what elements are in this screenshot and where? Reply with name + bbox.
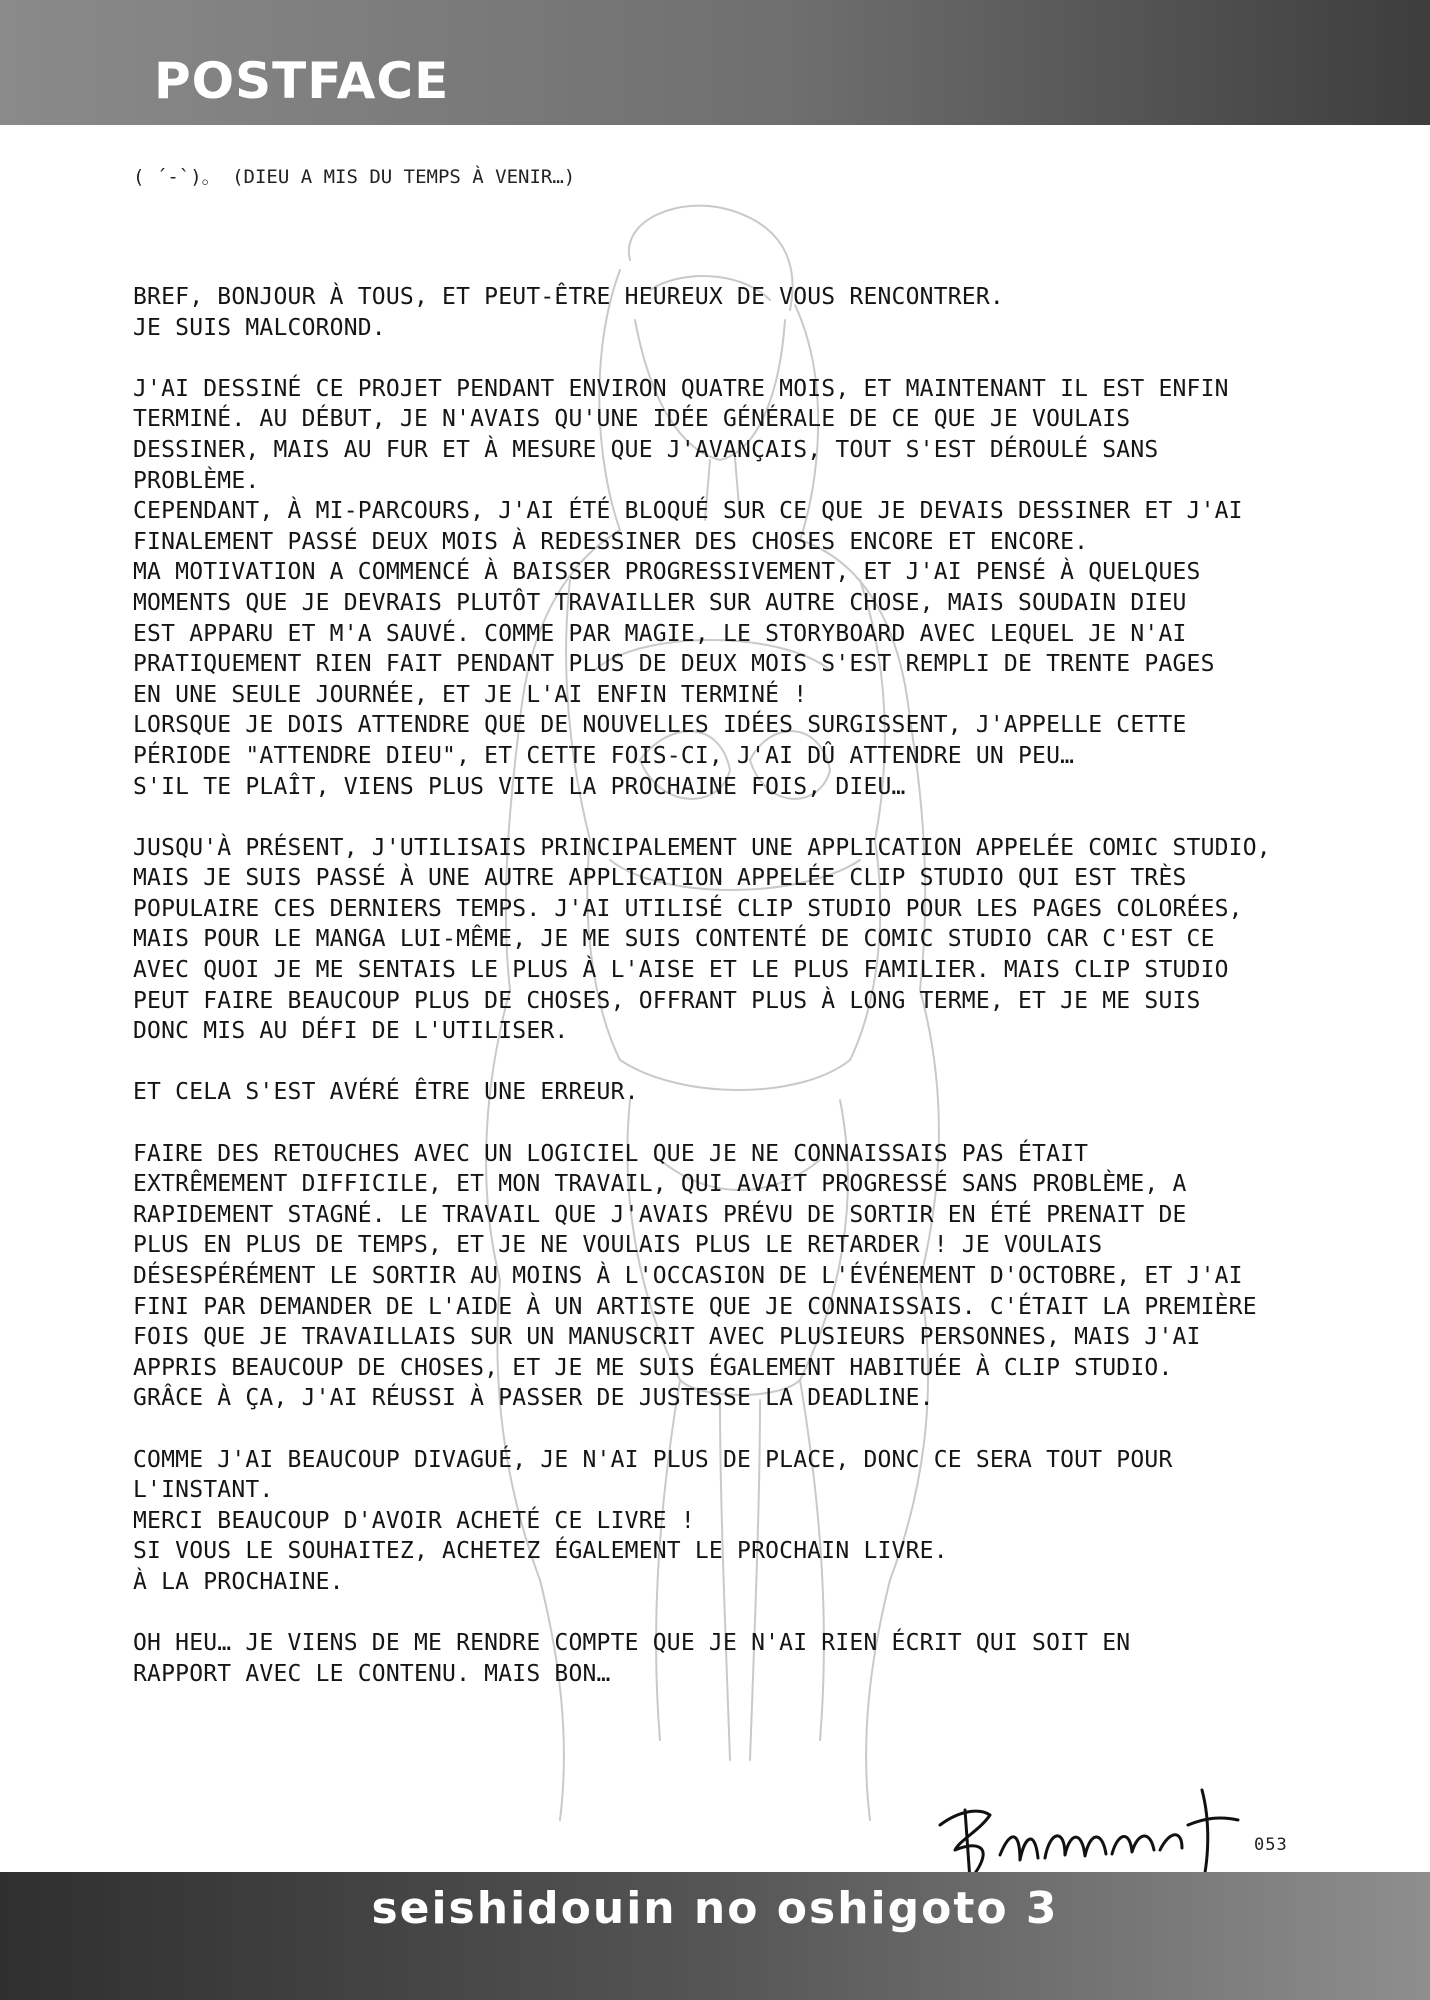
paragraph	[133, 1628, 1323, 1689]
text-line: FAIRE DES RETOUCHES AVEC UN LOGICIEL QUE JE NE CONNAISSAIS PAS ÉTAIT	[133, 1140, 1089, 1167]
text-line: MAIS JE SUIS PASSÉ À UNE AUTRE APPLICATION APPELÉE CLIP STUDIO QUI EST TRÈS	[133, 865, 1187, 892]
text-line: L'INSTANT.	[133, 1477, 274, 1504]
text-line: ET CELA S'EST AVÉRÉ ÊTRE UNE ERREUR.	[133, 1079, 639, 1106]
text-line: COMME J'AI BEAUCOUP DIVAGUÉ, JE N'AI PLUS DE PLACE, DONC CE SERA TOUT POUR	[133, 1446, 1173, 1473]
text-line: JE SUIS MALCOROND.	[133, 314, 386, 341]
text-line: FOIS QUE JE TRAVAILLAIS SUR UN MANUSCRIT AVEC PLUSIEURS PERSONNES, MAIS J'AI	[133, 1324, 1201, 1351]
paragraph	[133, 833, 1323, 1047]
text-line: DÉSESPÉRÉMENT LE SORTIR AU MOINS À L'OCCASION DE L'ÉVÉNEMENT D'OCTOBRE, ET J'AI	[133, 1263, 1243, 1289]
text-line: POPULAIRE CES DERNIERS TEMPS. J'AI UTILISÉ CLIP STUDIO POUR LES PAGES COLORÉES,	[133, 895, 1243, 922]
text-line: PROBLÈME.	[133, 467, 260, 494]
paragraph	[133, 374, 1323, 802]
text-line: EXTRÊMEMENT DIFFICILE, ET MON TRAVAIL, QUI AVAIT PROGRESSÉ SANS PROBLÈME, A	[133, 1171, 1187, 1198]
aside-note: ( ´-`)。 (DIEU A MIS DU TEMPS À VENIR…)	[133, 166, 576, 188]
text-line: DONC MIS AU DÉFI DE L'UTILISER.	[133, 1018, 569, 1045]
text-line: GRÂCE À ÇA, J'AI RÉUSSI À PASSER DE JUSTESSE LA DEADLINE.	[133, 1385, 934, 1412]
text-line: MERCI BEAUCOUP D'AVOIR ACHETÉ CE LIVRE !	[133, 1507, 695, 1534]
text-line: JUSQU'À PRÉSENT, J'UTILISAIS PRINCIPALEMENT UNE APPLICATION APPELÉE COMIC STUDIO,	[133, 834, 1271, 861]
text-line: PLUS EN PLUS DE TEMPS, ET JE NE VOULAIS PLUS LE RETARDER ! JE VOULAIS	[133, 1232, 1103, 1259]
text-line: RAPIDEMENT STAGNÉ. LE TRAVAIL QUE J'AVAIS PRÉVU DE SORTIR EN ÉTÉ PRENAIT DE	[133, 1201, 1187, 1228]
text-line: BREF, BONJOUR À TOUS, ET PEUT-ÊTRE HEUREUX DE VOUS RENCONTRER.	[133, 284, 1004, 310]
text-line: TERMINÉ. AU DÉBUT, JE N'AVAIS QU'UNE IDÉE GÉNÉRALE DE CE QUE JE VOULAIS	[133, 406, 1131, 433]
text-line: EN UNE SEULE JOURNÉE, ET JE L'AI ENFIN TERMINÉ !	[133, 681, 808, 708]
text-line: CEPENDANT, À MI-PARCOURS, J'AI ÉTÉ BLOQUÉ SUR CE QUE JE DEVAIS DESSINER ET J'AI	[133, 498, 1243, 525]
text-line: FINALEMENT PASSÉ DEUX MOIS À REDESSINER DES CHOSES ENCORE ET ENCORE.	[133, 528, 1089, 555]
text-line: SI VOUS LE SOUHAITEZ, ACHETEZ ÉGALEMENT LE PROCHAIN LIVRE.	[133, 1538, 948, 1565]
postface-body	[133, 282, 1323, 1720]
text-line: RAPPORT AVEC LE CONTENU. MAIS BON…	[133, 1660, 611, 1687]
text-line: OH HEU… JE VIENS DE ME RENDRE COMPTE QUE JE N'AI RIEN ÉCRIT QUI SOIT EN	[133, 1630, 1131, 1657]
text-line: PÉRIODE "ATTENDRE DIEU", ET CETTE FOIS-CI, J'AI DÛ ATTENDRE UN PEU…	[133, 742, 1075, 769]
text-line: FINI PAR DEMANDER DE L'AIDE À UN ARTISTE QUE JE CONNAISSAIS. C'ÉTAIT LA PREMIÈRE	[133, 1293, 1257, 1320]
paragraph	[133, 1445, 1323, 1598]
page-number: 053	[1254, 1835, 1288, 1855]
text-line: LORSQUE JE DOIS ATTENDRE QUE DE NOUVELLES IDÉES SURGISSENT, J'APPELLE CETTE	[133, 712, 1187, 739]
text-line: S'IL TE PLAÎT, VIENS PLUS VITE LA PROCHAINE FOIS, DIEU…	[133, 773, 906, 800]
text-line: MA MOTIVATION A COMMENCÉ À BAISSER PROGRESSIVEMENT, ET J'AI PENSÉ À QUELQUES	[133, 559, 1201, 586]
text-line: AVEC QUOI JE ME SENTAIS LE PLUS À L'AISE ET LE PLUS FAMILIER. MAIS CLIP STUDIO	[133, 957, 1229, 984]
text-line: MOMENTS QUE JE DEVRAIS PLUTÔT TRAVAILLER SUR AUTRE CHOSE, MAIS SOUDAIN DIEU	[133, 589, 1187, 616]
text-line: DESSINER, MAIS AU FUR ET À MESURE QUE J'AVANÇAIS, TOUT S'EST DÉROULÉ SANS	[133, 436, 1159, 463]
text-line: PEUT FAIRE BEAUCOUP PLUS DE CHOSES, OFFRANT PLUS À LONG TERME, ET JE ME SUIS	[133, 987, 1201, 1014]
paragraph	[133, 1077, 1323, 1108]
text-line: À LA PROCHAINE.	[133, 1568, 344, 1595]
page-title: POSTFACE	[154, 52, 450, 110]
text-line: J'AI DESSINÉ CE PROJET PENDANT ENVIRON QUATRE MOIS, ET MAINTENANT IL EST ENFIN	[133, 375, 1229, 402]
paragraph	[133, 282, 1323, 343]
text-line: PRATIQUEMENT RIEN FAIT PENDANT PLUS DE DEUX MOIS S'EST REMPLI DE TRENTE PAGES	[133, 651, 1215, 678]
text-line: EST APPARU ET M'A SAUVÉ. COMME PAR MAGIE, LE STORYBOARD AVEC LEQUEL JE N'AI	[133, 620, 1187, 647]
text-line: MAIS POUR LE MANGA LUI-MÊME, JE ME SUIS CONTENTÉ DE COMIC STUDIO CAR C'EST CE	[133, 926, 1215, 953]
paragraph	[133, 1139, 1323, 1414]
text-line: APPRIS BEAUCOUP DE CHOSES, ET JE ME SUIS ÉGALEMENT HABITUÉE À CLIP STUDIO.	[133, 1354, 1173, 1381]
book-title: seishidouin no oshigoto 3	[371, 1883, 1059, 1934]
